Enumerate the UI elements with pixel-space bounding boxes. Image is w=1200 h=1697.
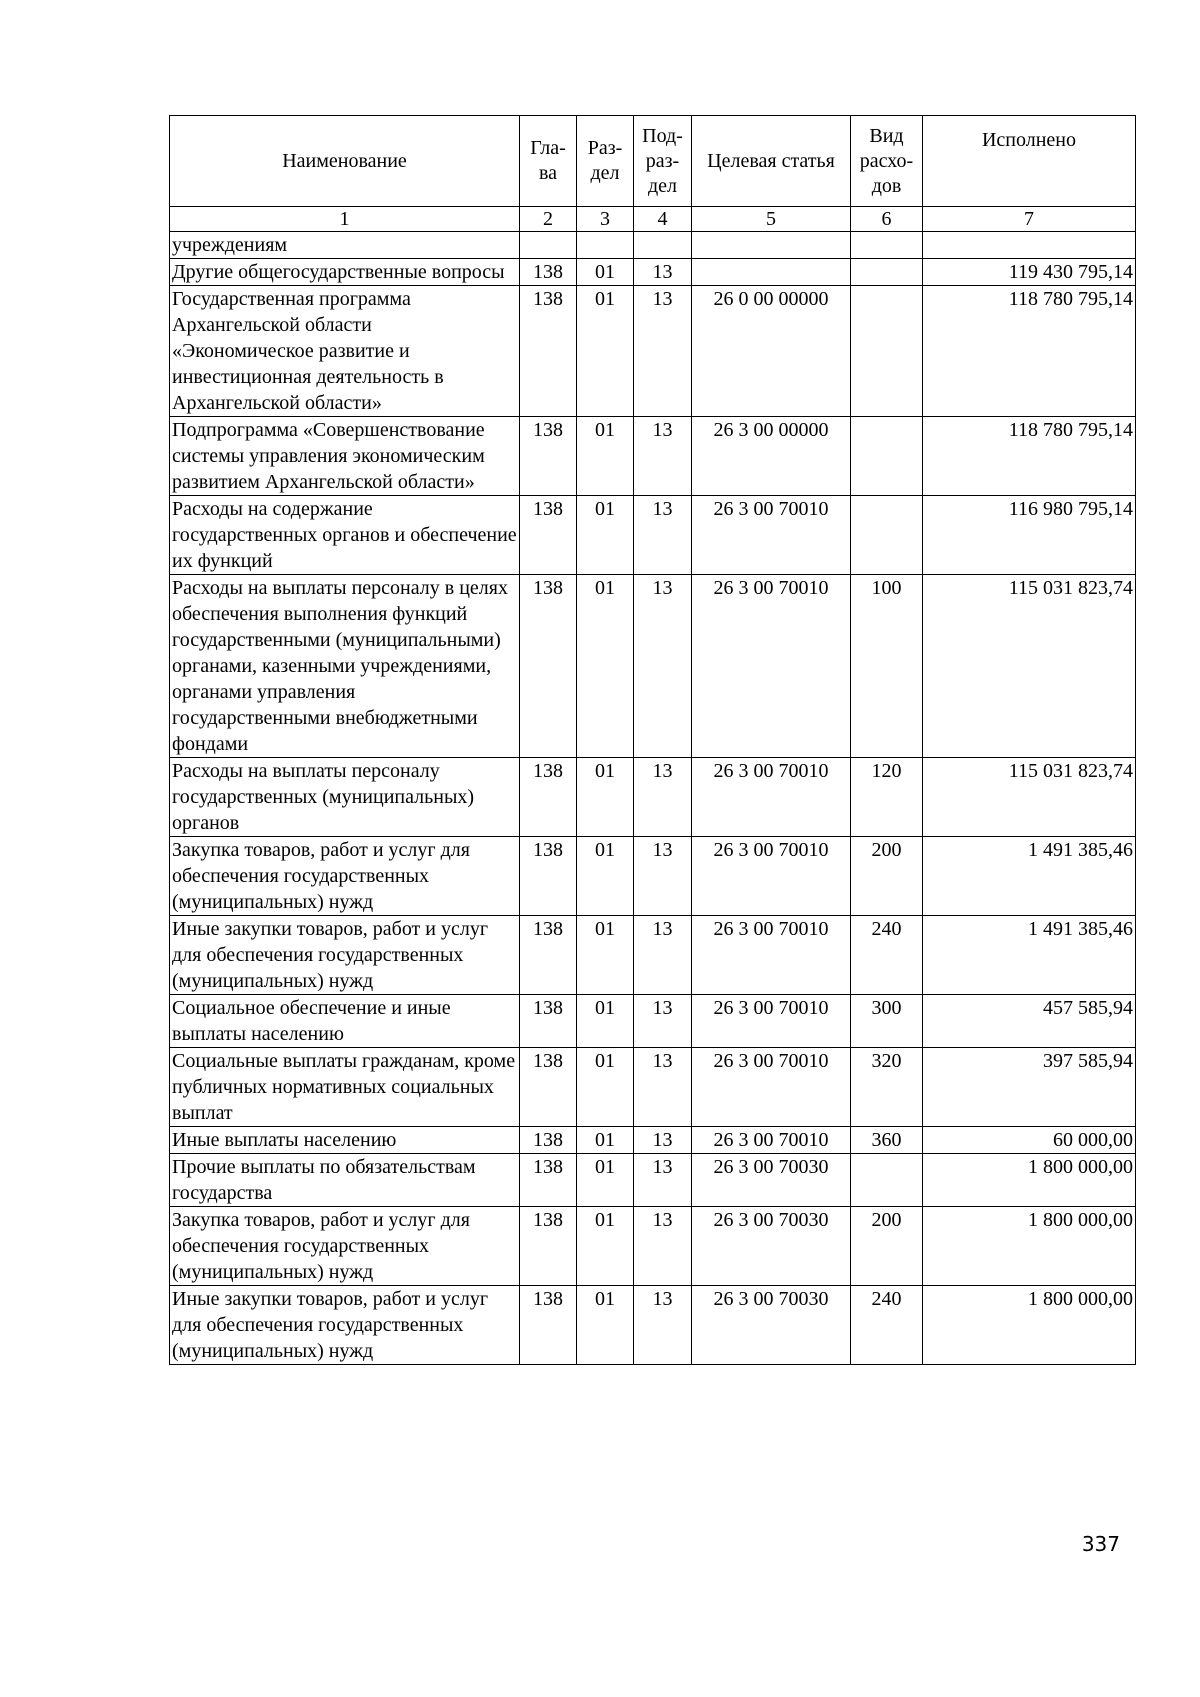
cell-name: Социальные выплаты гражданам, кроме публичных нормативных социальных выплат bbox=[170, 1048, 520, 1127]
budget-table bbox=[169, 115, 1136, 1365]
column-number: 5 bbox=[692, 207, 851, 232]
cell-done: 115 031 823,74 bbox=[923, 758, 1136, 837]
table-row bbox=[170, 286, 1136, 417]
cell-done: 1 800 000,00 bbox=[923, 1154, 1136, 1207]
cell-name: Закупка товаров, работ и услуг для обеспечения государственных (муниципальных) нужд bbox=[170, 1207, 520, 1286]
cell-name: Расходы на выплаты персоналу государственных (муниципальных) органов bbox=[170, 758, 520, 837]
cell-podrazdel: 13 bbox=[634, 758, 692, 837]
cell-target bbox=[692, 232, 851, 259]
header-razdel: Раз- дел bbox=[577, 116, 634, 207]
column-number: 3 bbox=[577, 207, 634, 232]
cell-razdel: 01 bbox=[577, 286, 634, 417]
table-row bbox=[170, 1048, 1136, 1127]
cell-podrazdel: 13 bbox=[634, 995, 692, 1048]
cell-glava: 138 bbox=[520, 417, 577, 496]
cell-vid: 240 bbox=[851, 916, 923, 995]
cell-podrazdel: 13 bbox=[634, 259, 692, 286]
cell-target: 26 3 00 70010 bbox=[692, 916, 851, 995]
cell-glava: 138 bbox=[520, 916, 577, 995]
table-row bbox=[170, 1127, 1136, 1154]
cell-done: 457 585,94 bbox=[923, 995, 1136, 1048]
cell-done: 115 031 823,74 bbox=[923, 575, 1136, 758]
page-number: 337 bbox=[1081, 1532, 1120, 1556]
table-row bbox=[170, 575, 1136, 758]
table-row bbox=[170, 496, 1136, 575]
cell-vid: 240 bbox=[851, 1286, 923, 1365]
cell-podrazdel: 13 bbox=[634, 286, 692, 417]
cell-podrazdel: 13 bbox=[634, 1048, 692, 1127]
header-done: Исполнено bbox=[923, 116, 1136, 207]
table-row bbox=[170, 995, 1136, 1048]
cell-vid bbox=[851, 259, 923, 286]
cell-name: Иные закупки товаров, работ и услуг для обеспечения государственных (муниципальных) нужд bbox=[170, 1286, 520, 1365]
cell-target: 26 3 00 70030 bbox=[692, 1207, 851, 1286]
cell-razdel: 01 bbox=[577, 1154, 634, 1207]
cell-name: Подпрограмма «Совершенствование системы управления экономическим развитием Архангельской области» bbox=[170, 417, 520, 496]
cell-glava bbox=[520, 232, 577, 259]
cell-vid bbox=[851, 1154, 923, 1207]
cell-glava: 138 bbox=[520, 259, 577, 286]
cell-done: 118 780 795,14 bbox=[923, 417, 1136, 496]
cell-target: 26 3 00 70010 bbox=[692, 496, 851, 575]
cell-razdel: 01 bbox=[577, 496, 634, 575]
cell-vid: 100 bbox=[851, 575, 923, 758]
column-number-row bbox=[170, 207, 1136, 232]
cell-target: 26 3 00 70010 bbox=[692, 575, 851, 758]
cell-glava: 138 bbox=[520, 575, 577, 758]
cell-glava: 138 bbox=[520, 1127, 577, 1154]
table-row bbox=[170, 1154, 1136, 1207]
cell-glava: 138 bbox=[520, 286, 577, 417]
table-row bbox=[170, 1286, 1136, 1365]
cell-glava: 138 bbox=[520, 837, 577, 916]
cell-razdel: 01 bbox=[577, 417, 634, 496]
cell-razdel: 01 bbox=[577, 837, 634, 916]
cell-razdel: 01 bbox=[577, 1048, 634, 1127]
cell-name: Иные закупки товаров, работ и услуг для обеспечения государственных (муниципальных) нужд bbox=[170, 916, 520, 995]
cell-name: Другие общегосударственные вопросы bbox=[170, 259, 520, 286]
cell-glava: 138 bbox=[520, 1286, 577, 1365]
cell-done: 119 430 795,14 bbox=[923, 259, 1136, 286]
cell-target: 26 3 00 70010 bbox=[692, 837, 851, 916]
cell-podrazdel: 13 bbox=[634, 417, 692, 496]
column-number: 7 bbox=[923, 207, 1136, 232]
cell-name: Прочие выплаты по обязательствам государства bbox=[170, 1154, 520, 1207]
header-podrazdel: Под- раз- дел bbox=[634, 116, 692, 207]
cell-target: 26 3 00 70010 bbox=[692, 995, 851, 1048]
column-number: 4 bbox=[634, 207, 692, 232]
header-target: Целевая статья bbox=[692, 116, 851, 207]
table-row bbox=[170, 916, 1136, 995]
cell-done: 1 491 385,46 bbox=[923, 916, 1136, 995]
cell-podrazdel: 13 bbox=[634, 916, 692, 995]
cell-target: 26 3 00 70010 bbox=[692, 1127, 851, 1154]
cell-glava: 138 bbox=[520, 758, 577, 837]
cell-vid: 320 bbox=[851, 1048, 923, 1127]
cell-target: 26 3 00 70010 bbox=[692, 1048, 851, 1127]
cell-glava: 138 bbox=[520, 1154, 577, 1207]
column-number: 2 bbox=[520, 207, 577, 232]
cell-target: 26 3 00 70010 bbox=[692, 758, 851, 837]
cell-name: Социальное обеспечение и иные выплаты населению bbox=[170, 995, 520, 1048]
cell-vid: 200 bbox=[851, 837, 923, 916]
table-row bbox=[170, 232, 1136, 259]
column-number: 6 bbox=[851, 207, 923, 232]
cell-glava: 138 bbox=[520, 995, 577, 1048]
cell-name: Государственная программа Архангельской области «Экономическое развитие и инвестиционная деятельность в Архангельской области» bbox=[170, 286, 520, 417]
header-vid: Вид расхо- дов bbox=[851, 116, 923, 207]
cell-done: 1 800 000,00 bbox=[923, 1286, 1136, 1365]
cell-razdel: 01 bbox=[577, 995, 634, 1048]
cell-name: Иные выплаты населению bbox=[170, 1127, 520, 1154]
cell-podrazdel: 13 bbox=[634, 1127, 692, 1154]
cell-razdel: 01 bbox=[577, 1127, 634, 1154]
cell-podrazdel: 13 bbox=[634, 496, 692, 575]
table-body bbox=[170, 232, 1136, 1365]
cell-target bbox=[692, 259, 851, 286]
cell-vid bbox=[851, 496, 923, 575]
cell-vid bbox=[851, 286, 923, 417]
cell-podrazdel: 13 bbox=[634, 575, 692, 758]
cell-razdel: 01 bbox=[577, 575, 634, 758]
cell-razdel: 01 bbox=[577, 758, 634, 837]
table-row bbox=[170, 417, 1136, 496]
table-row bbox=[170, 259, 1136, 286]
cell-podrazdel: 13 bbox=[634, 1154, 692, 1207]
cell-podrazdel: 13 bbox=[634, 837, 692, 916]
cell-razdel: 01 bbox=[577, 916, 634, 995]
cell-glava: 138 bbox=[520, 1207, 577, 1286]
cell-done: 60 000,00 bbox=[923, 1127, 1136, 1154]
cell-target: 26 3 00 70030 bbox=[692, 1154, 851, 1207]
cell-vid: 120 bbox=[851, 758, 923, 837]
cell-done: 397 585,94 bbox=[923, 1048, 1136, 1127]
header-glava: Гла- ва bbox=[520, 116, 577, 207]
cell-done: 1 800 000,00 bbox=[923, 1207, 1136, 1286]
column-number: 1 bbox=[170, 207, 520, 232]
cell-name: Закупка товаров, работ и услуг для обеспечения государственных (муниципальных) нужд bbox=[170, 837, 520, 916]
cell-glava: 138 bbox=[520, 496, 577, 575]
header-name: Наименование bbox=[170, 116, 520, 207]
cell-razdel: 01 bbox=[577, 1207, 634, 1286]
cell-target: 26 3 00 00000 bbox=[692, 417, 851, 496]
cell-vid bbox=[851, 232, 923, 259]
cell-name: Расходы на содержание государственных органов и обеспечение их функций bbox=[170, 496, 520, 575]
cell-podrazdel bbox=[634, 232, 692, 259]
cell-vid bbox=[851, 417, 923, 496]
cell-vid: 200 bbox=[851, 1207, 923, 1286]
header-row bbox=[170, 116, 1136, 207]
cell-razdel: 01 bbox=[577, 259, 634, 286]
table-row bbox=[170, 1207, 1136, 1286]
table-row bbox=[170, 837, 1136, 916]
cell-name: Расходы на выплаты персоналу в целях обеспечения выполнения функций государственными (муниципальными) органами, казенными учреждениями, органами управления государственными внебюджетными фондами bbox=[170, 575, 520, 758]
cell-glava: 138 bbox=[520, 1048, 577, 1127]
cell-razdel: 01 bbox=[577, 1286, 634, 1365]
cell-target: 26 3 00 70030 bbox=[692, 1286, 851, 1365]
cell-done: 118 780 795,14 bbox=[923, 286, 1136, 417]
cell-podrazdel: 13 bbox=[634, 1286, 692, 1365]
cell-target: 26 0 00 00000 bbox=[692, 286, 851, 417]
cell-done bbox=[923, 232, 1136, 259]
cell-vid: 360 bbox=[851, 1127, 923, 1154]
cell-podrazdel: 13 bbox=[634, 1207, 692, 1286]
cell-name: учреждениям bbox=[170, 232, 520, 259]
cell-done: 1 491 385,46 bbox=[923, 837, 1136, 916]
cell-done: 116 980 795,14 bbox=[923, 496, 1136, 575]
cell-vid: 300 bbox=[851, 995, 923, 1048]
cell-razdel bbox=[577, 232, 634, 259]
table-row bbox=[170, 758, 1136, 837]
